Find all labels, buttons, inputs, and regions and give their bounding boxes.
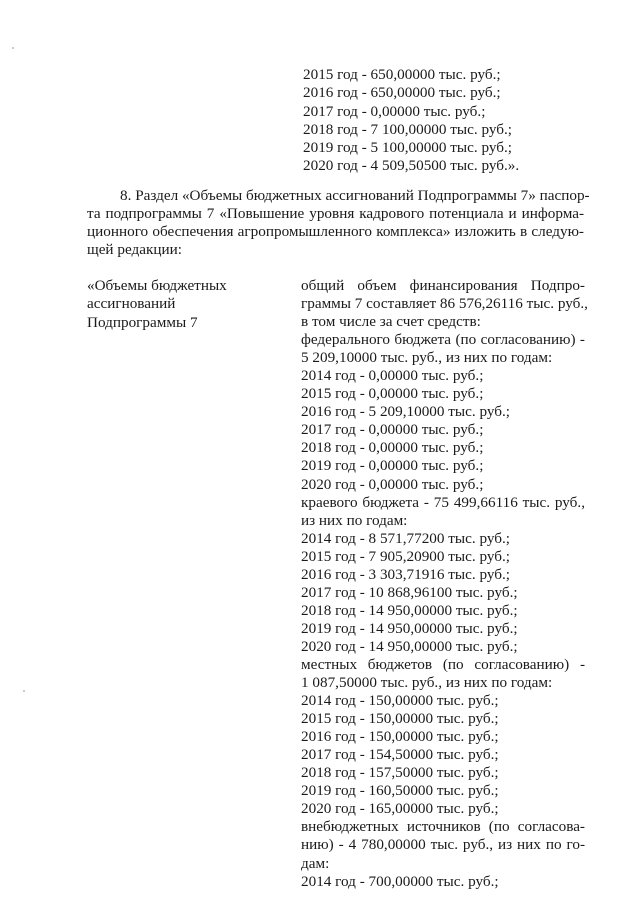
funding-year-line: 2016 год - 5 209,10000 тыс. руб.; xyxy=(301,403,510,421)
funding-year-line: 2016 год - 650,00000 тыс. руб.; xyxy=(303,84,501,102)
funding-year-line: 2018 год - 7 100,00000 тыс. руб.; xyxy=(303,120,512,138)
funding-year-line: 2019 год - 5 100,00000 тыс. руб.; xyxy=(303,139,512,157)
table-right-column xyxy=(301,277,588,891)
row-heading-line: Подпрограммы 7 xyxy=(87,313,198,331)
funding-year-line: 2015 год - 650,00000 тыс. руб.; xyxy=(303,66,501,83)
funding-text-line: 1 087,50000 тыс. руб., из них по годам: xyxy=(301,674,553,692)
paragraph-line: ционного обеспечения агропромышленного комплекса» изложить в следую- xyxy=(87,223,584,241)
funding-text-line: дам: xyxy=(301,854,330,872)
funding-year-line: 2020 год - 165,00000 тыс. руб.; xyxy=(301,800,499,818)
funding-year-line: 2018 год - 157,50000 тыс. руб.; xyxy=(301,764,499,782)
funding-text-line: граммы 7 составляет 86 576,26116 тыс. руб., xyxy=(301,295,588,313)
paragraph-line: щей редакции: xyxy=(87,241,182,259)
funding-year-line: 2017 год - 10 868,96100 тыс. руб.; xyxy=(301,583,518,601)
funding-year-line: 2019 год - 14 950,00000 тыс. руб.; xyxy=(301,619,518,637)
scan-speck xyxy=(23,690,25,692)
funding-year-line: 2017 год - 154,50000 тыс. руб.; xyxy=(301,746,499,764)
paragraph-line: та подпрограммы 7 «Повышение уровня кадрового потенциала и информа- xyxy=(87,205,584,223)
funding-year-line: 2018 год - 14 950,00000 тыс. руб.; xyxy=(301,601,518,619)
funding-text-line: общий объем финансирования Подпро- xyxy=(301,277,585,294)
funding-year-line: 2015 год - 150,00000 тыс. руб.; xyxy=(301,710,499,728)
funding-text-line: 5 209,10000 тыс. руб., из них по годам: xyxy=(301,349,553,367)
funding-year-line: 2017 год - 0,00000 тыс. руб.; xyxy=(303,102,486,120)
scan-speck xyxy=(12,47,14,49)
funding-year-line: 2014 год - 700,00000 тыс. руб.; xyxy=(301,872,499,890)
funding-year-line: 2016 год - 150,00000 тыс. руб.; xyxy=(301,728,499,746)
funding-year-line: 2020 год - 0,00000 тыс. руб.; xyxy=(301,475,484,493)
row-heading-line: ассигнований xyxy=(87,295,176,313)
funding-year-line: 2015 год - 0,00000 тыс. руб.; xyxy=(301,385,484,403)
paragraph-line: 8. Раздел «Объемы бюджетных ассигнований Подпрограммы 7» паспор- xyxy=(120,187,590,204)
funding-year-line: 2016 год - 3 303,71916 тыс. руб.; xyxy=(301,565,510,583)
table-left-column xyxy=(87,277,227,332)
funding-text-line: в том числе за счет средств: xyxy=(301,313,481,331)
funding-text-line: местных бюджетов (по согласованию) - xyxy=(301,655,585,673)
funding-text-line: нию) - 4 780,00000 тыс. руб., из них по го- xyxy=(301,836,585,854)
funding-year-line: 2015 год - 7 905,20900 тыс. руб.; xyxy=(301,547,510,565)
funding-year-line: 2014 год - 0,00000 тыс. руб.; xyxy=(301,367,484,385)
funding-year-line: 2014 год - 150,00000 тыс. руб.; xyxy=(301,692,499,710)
section-8-paragraph xyxy=(87,187,590,259)
funding-text-line: внебюджетных источников (по согласова- xyxy=(301,818,585,836)
funding-year-line: 2018 год - 0,00000 тыс. руб.; xyxy=(301,439,484,457)
funding-year-line: 2019 год - 0,00000 тыс. руб.; xyxy=(301,457,484,475)
funding-year-line: 2019 год - 160,50000 тыс. руб.; xyxy=(301,782,499,800)
funding-text-line: федерального бюджета (по согласованию) - xyxy=(301,331,585,349)
funding-text-line: краевого бюджета - 75 499,66116 тыс. руб., xyxy=(301,493,585,511)
row-heading-line: «Объемы бюджетных xyxy=(87,277,227,294)
funding-year-line: 2020 год - 14 950,00000 тыс. руб.; xyxy=(301,637,518,655)
funding-text-line: из них по годам: xyxy=(301,511,408,529)
funding-year-line: 2017 год - 0,00000 тыс. руб.; xyxy=(301,421,484,439)
funding-year-line: 2020 год - 4 509,50500 тыс. руб.». xyxy=(303,157,520,175)
funding-year-line: 2014 год - 8 571,77200 тыс. руб.; xyxy=(301,529,510,547)
continued-funding-list xyxy=(303,66,519,176)
